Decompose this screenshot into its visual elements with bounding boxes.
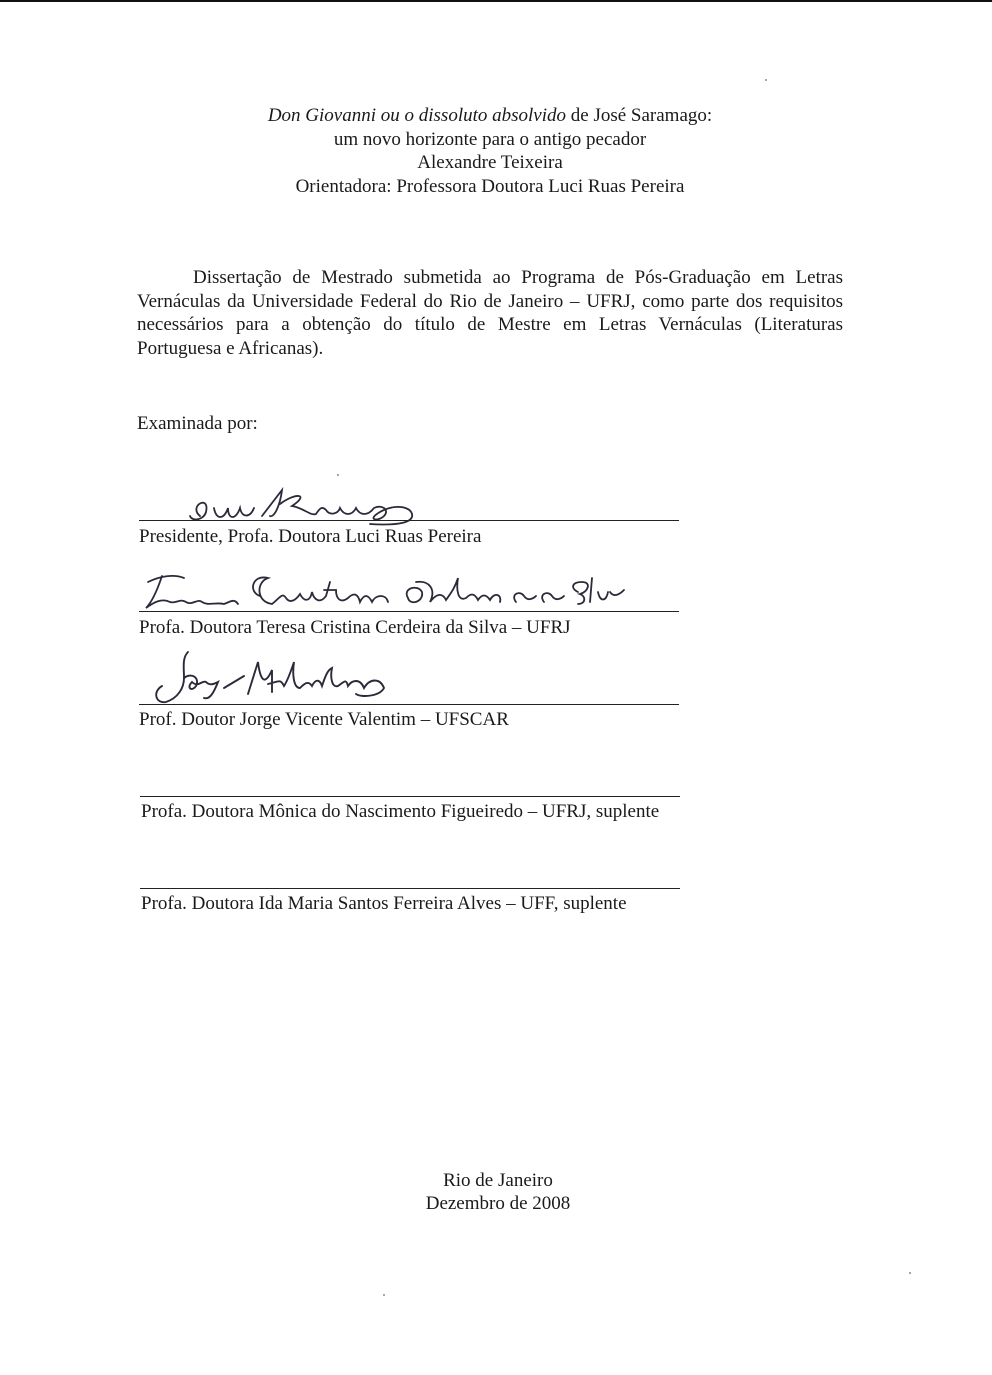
signature-teresa [140,568,640,616]
place-and-date [300,1169,696,1215]
committee-member-3: Prof. Doutor Jorge Vicente Valentim – UFSCAR [139,709,509,730]
committee-member-1: Presidente, Profa. Doutora Luci Ruas Pereira [139,526,482,547]
scan-speck [765,79,767,81]
book-title: Don Giovanni ou o dissoluto absolvido [267,105,567,126]
author-name: Alexandre Teixeira [417,152,563,173]
dissertation-statement: Dissertação de Mestrado submetida ao Programa de Pós-Graduação em Letras Vernáculas da Universidade Federal do Rio de Janeiro – UFRJ, como parte dos requisitos necessários para a obtenção do título de Mestre em Letras Vernáculas (Literaturas Portuguesa e Africanas). [137,267,843,359]
committee-member-4: Profa. Doutora Mônica do Nascimento Figueiredo – UFRJ, suplente [141,801,660,822]
scan-speck [909,1272,911,1274]
scan-top-edge [0,0,992,2]
signature-line-4 [140,796,680,797]
committee-member-2: Profa. Doutora Teresa Cristina Cerdeira da Silva – UFRJ [139,617,571,638]
signature-line-3 [139,704,679,705]
examined-by-label: Examinada por: [137,413,258,434]
signature-line-1 [139,520,679,521]
committee-member-5: Profa. Doutora Ida Maria Santos Ferreira Alves – UFF, suplente [141,893,627,914]
scan-speck [383,1294,385,1296]
signature-line-2 [139,611,679,612]
advisor: Orientadora: Professora Doutora Luci Ruas Pereira [295,175,685,197]
signature-line-5 [140,888,680,889]
title-line [180,104,800,128]
signature-jorge [148,648,398,712]
title-author-suffix: de José Saramago: [566,105,713,126]
scan-speck [337,474,339,476]
subtitle: um novo horizonte para o antigo pecador [333,128,647,150]
title-block [180,104,800,198]
city: Rio de Janeiro [443,1170,553,1191]
date: Dezembro de 2008 [425,1193,571,1214]
